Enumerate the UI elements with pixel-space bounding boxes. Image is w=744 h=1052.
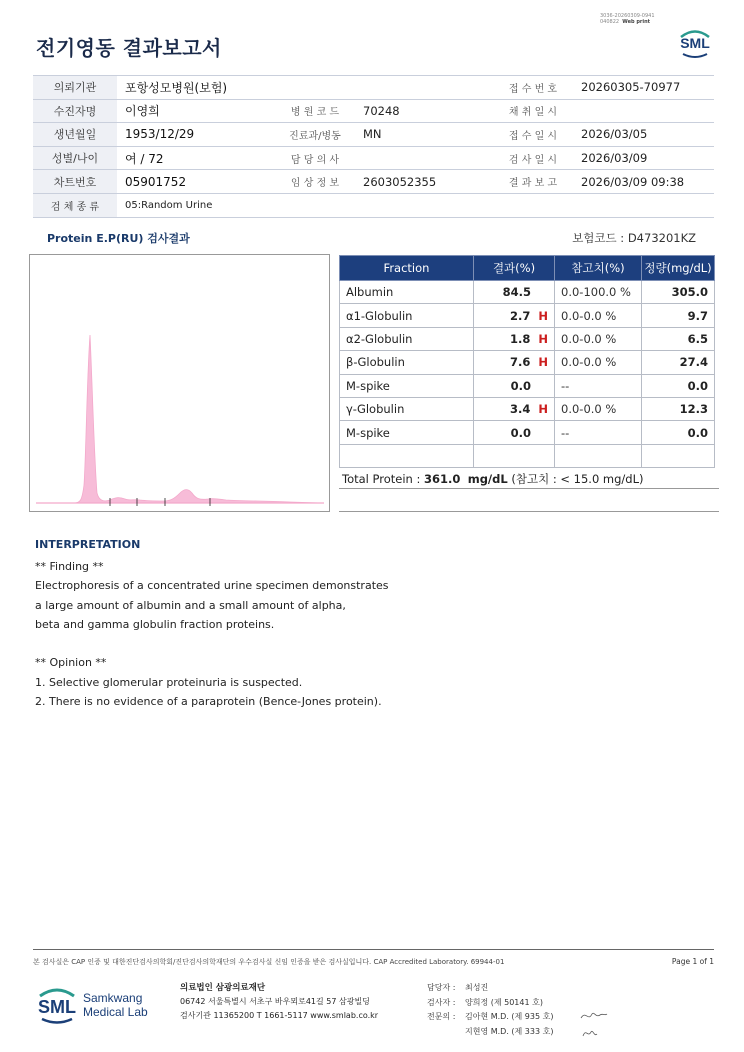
info-label: 접 수 일 시 [493,123,573,147]
empty-cell [555,444,642,467]
info-row [33,193,714,217]
interpretation-line: ** Finding ** [35,560,104,573]
interpretation-line: beta and gamma globulin fraction proteins. [35,617,275,631]
info-label: 결 과 보 고 [493,170,573,194]
staff-name: 김아현 M.D. (제 935 호) [465,1012,554,1021]
electrophoresis-curve-svg [30,255,329,511]
staff-role: 전문의 : [427,1012,456,1021]
staff-name: 양희정 (제 50141 호) [465,997,543,1007]
info-value: MN [355,123,493,147]
fraction-name: β-Globulin [340,351,474,374]
info-value: 20260305-70977 [573,76,714,100]
info-label: 담 당 의 사 [275,146,355,170]
result-row [340,304,715,327]
info-value: 2603052355 [355,170,493,194]
result-row [340,351,715,374]
report-title: 전기영동 결과보고서 [36,36,222,60]
logo-sml-text: SML [38,997,76,1017]
result-value: 7.6 [510,355,531,370]
fraction-name: α1-Globulin [340,304,474,327]
info-label: 수진자명 [33,99,117,123]
info-label: 임 상 정 보 [275,170,355,194]
result-row [340,327,715,350]
info-value: 여 / 72 [117,146,275,170]
info-value: 70248 [355,99,493,123]
interpretation-line [35,634,555,653]
result-value: 1.8 [510,331,531,346]
divider [339,511,719,512]
org-address: 06742 서울특별시 서초구 바우뫼로41길 57 삼광빌딩 [180,997,370,1006]
results-table [339,255,715,468]
fraction-result [474,304,555,327]
result-value: 2.7 [510,308,531,323]
col-fraction-header: Fraction [340,256,474,281]
staff-line [427,996,553,1011]
total-protein [342,471,643,487]
staff-line [427,1025,553,1040]
org-contact: 검사기관 11365200 T 1661-5117 www.smlab.co.kr [180,1011,379,1020]
reference-range: 0.0-0.0 % [555,351,642,374]
fraction-result [474,421,555,444]
info-value: 2026/03/05 [573,123,714,147]
total-protein-unit: mg/dL [467,472,508,486]
reference-range: 0.0-100.0 % [555,281,642,304]
accreditation-note: 본 검사실은 CAP 인증 및 대한진단검사의학회/진단검사의학재단의 우수검사실 신임 인증을 받은 검사실입니다. CAP Accredited Laboratory. 69944-01 [33,958,505,966]
reference-range: -- [555,374,642,397]
interpretation-heading: INTERPRETATION [35,538,141,551]
divider [339,488,719,489]
fraction-result [474,327,555,350]
interpretation-line: 2. There is no evidence of a paraprotein (Bence-Jones protein). [35,695,382,709]
document-id [600,13,670,25]
result-value: 3.4 [510,402,531,417]
doc-id-line2: 040822 [600,19,620,25]
empty-cell [340,444,474,467]
fraction-amount: 12.3 [642,397,715,420]
electrophoresis-curve [36,335,322,503]
info-label: 생년월일 [33,123,117,147]
result-row [340,374,715,397]
insurance-code: 보험코드 : D473201KZ [572,231,696,245]
interpretation-line: Electrophoresis of a concentrated urine specimen demonstrates [35,579,389,593]
info-value [355,146,493,170]
sml-logo-icon [676,24,714,62]
fraction-name: Albumin [340,281,474,304]
fraction-name: γ-Globulin [340,397,474,420]
organization-info [180,981,378,1023]
interpretation-line: a large amount of albumin and a small amount of alpha, [35,598,346,612]
info-label: 의뢰기관 [33,76,117,100]
col-result-header: 결과(%) [474,256,555,281]
fraction-result [474,351,555,374]
reference-range: 0.0-0.0 % [555,304,642,327]
logo-line2: Medical Lab [83,1005,148,1019]
info-value: 이영희 [117,99,275,123]
info-row [33,146,714,170]
fraction-name: M-spike [340,421,474,444]
high-flag: H [538,331,548,346]
fraction-amount: 0.0 [642,421,715,444]
sml-logo-text: SML [680,35,710,51]
high-flag: H [538,355,548,370]
fraction-result [474,281,555,304]
info-label: 진료과/병동 [275,123,355,147]
result-value: 84.5 [502,285,531,300]
info-value: 05901752 [117,170,275,194]
doc-id-line1: 3036-20260309-0941 [600,13,655,19]
total-protein-ref: (참고치 : < 15.0 mg/dL) [511,472,644,486]
org-name: 의료법인 삼광의료재단 [180,983,266,993]
reference-range: 0.0-0.0 % [555,327,642,350]
result-row [340,281,715,304]
fraction-name: α2-Globulin [340,327,474,350]
staff-role: 검사자 : [427,997,456,1007]
reference-range: -- [555,421,642,444]
page-number: Page 1 of 1 [671,957,714,966]
fraction-result [474,397,555,420]
col-amount-header: 정량(mg/dL) [642,256,715,281]
staff-list [427,981,553,1039]
info-label: 검 사 일 시 [493,146,573,170]
info-value: 포항성모병원(보험) [117,76,493,100]
footer-divider [33,949,714,950]
info-label: 접 수 번 호 [493,76,573,100]
col-ref-header: 참고치(%) [555,256,642,281]
fraction-amount: 27.4 [642,351,715,374]
staff-name: 최성진 [465,983,489,992]
result-value: 0.0 [510,378,531,393]
info-value: 2026/03/09 09:38 [573,170,714,194]
interpretation-text [35,557,555,711]
info-label: 성별/나이 [33,146,117,170]
result-row [340,397,715,420]
info-row [33,170,714,194]
fraction-amount: 305.0 [642,281,715,304]
interpretation-line: 1. Selective glomerular proteinuria is suspected. [35,675,303,689]
reference-range: 0.0-0.0 % [555,397,642,420]
result-value: 0.0 [510,425,531,440]
samkwang-logo-icon [36,982,164,1026]
fraction-amount: 0.0 [642,374,715,397]
info-row [33,123,714,147]
info-value: 05:Random Urine [117,193,714,217]
patient-info-table [33,75,714,218]
signature-icon [578,1008,610,1042]
result-row [340,421,715,444]
web-print-label: Web print [622,19,651,25]
total-protein-value: 361.0 [424,472,461,486]
fraction-amount: 9.7 [642,304,715,327]
staff-role: 담당자 : [427,983,456,992]
fraction-name: M-spike [340,374,474,397]
empty-row [340,444,715,467]
info-label: 검 체 종 류 [33,193,117,217]
high-flag: H [538,308,548,323]
info-row [33,99,714,123]
high-flag: H [538,402,548,417]
section-title: Protein E.P(RU) 검사결과 [47,232,190,245]
fraction-amount: 6.5 [642,327,715,350]
empty-cell [474,444,555,467]
electrophoresis-graph [29,254,330,512]
empty-cell [642,444,715,467]
info-value: 1953/12/29 [117,123,275,147]
info-value: 2026/03/09 [573,146,714,170]
staff-name: 지현영 M.D. (제 333 호) [465,1026,554,1036]
info-label: 병 원 코 드 [275,99,355,123]
logo-line1: Samkwang [83,991,143,1005]
staff-line [427,981,553,996]
interpretation-line: ** Opinion ** [35,656,107,670]
staff-line [427,1010,553,1025]
results-header-row [340,256,715,281]
info-label: 차트번호 [33,170,117,194]
info-label: 채 취 일 시 [493,99,573,123]
info-value [573,99,714,123]
info-row [33,76,714,100]
total-protein-label: Total Protein : [342,472,425,486]
fraction-result [474,374,555,397]
